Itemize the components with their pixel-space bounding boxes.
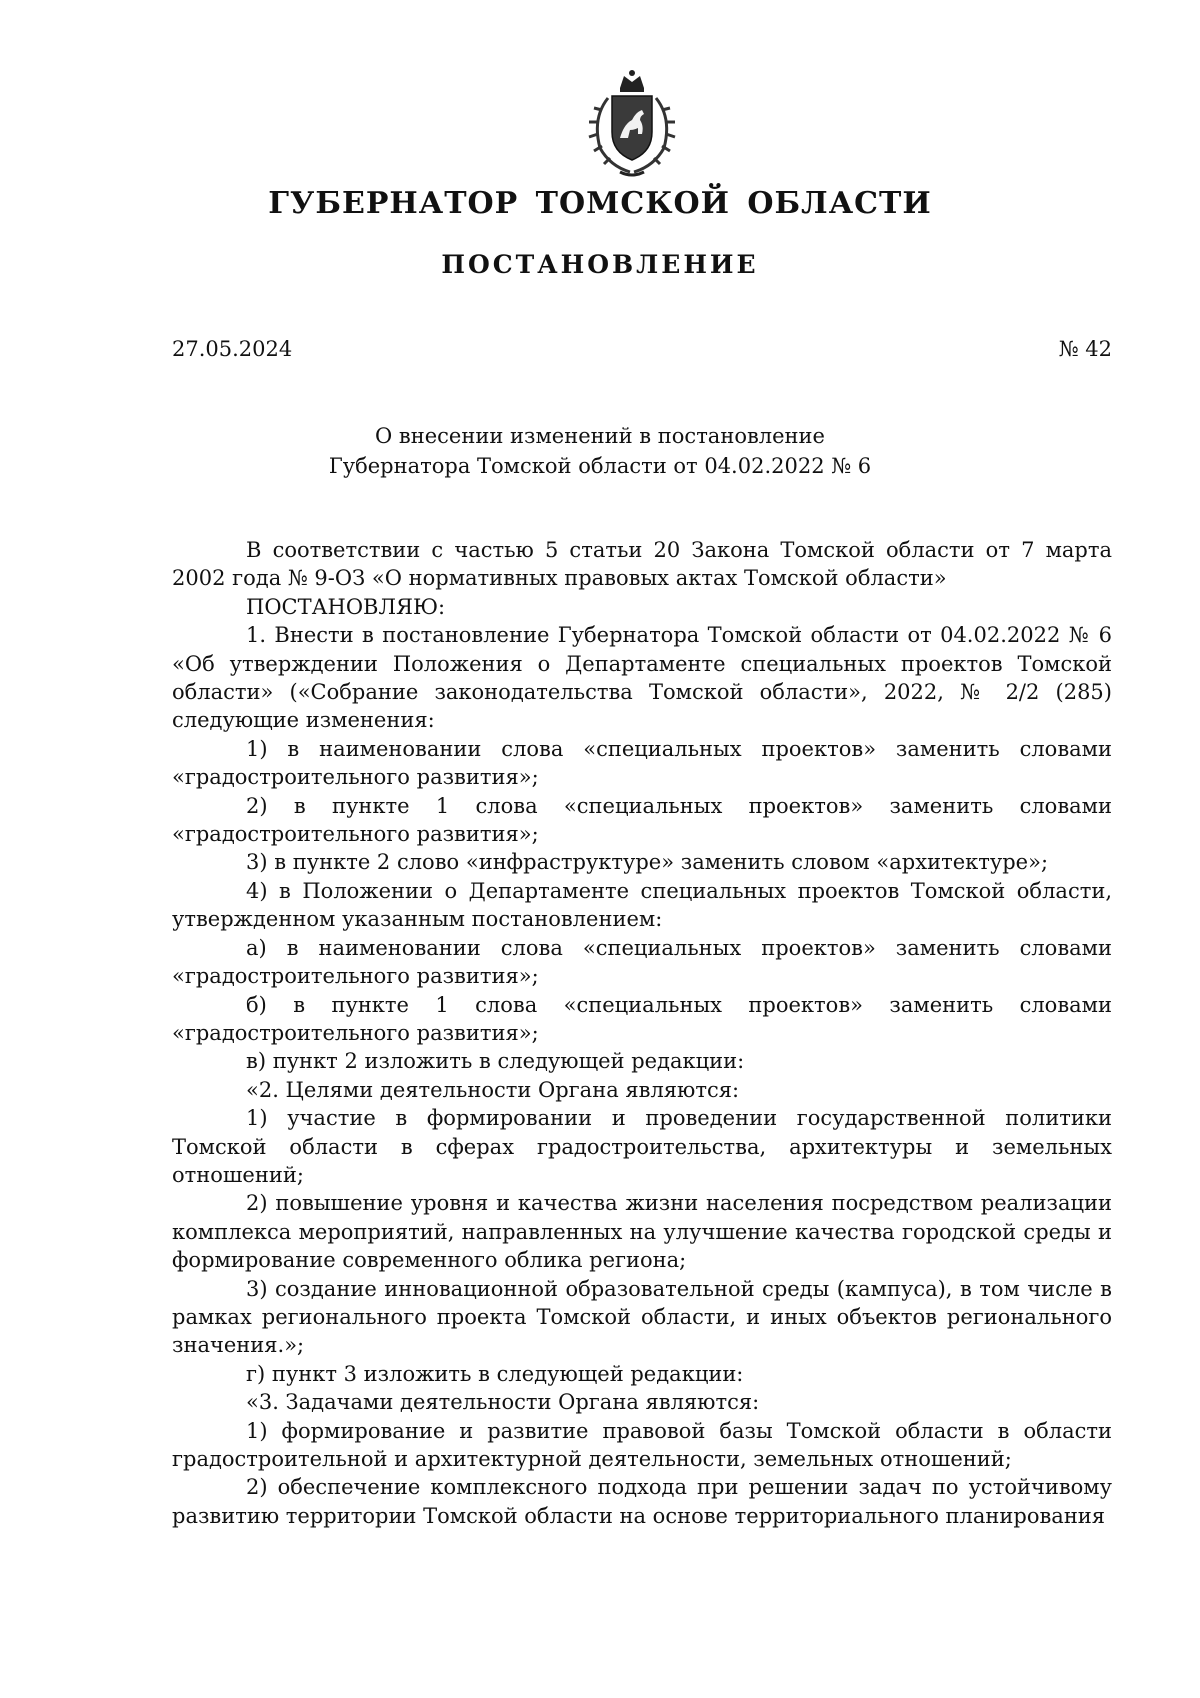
paragraph: в) пункт 2 изложить в следующей редакции: [246, 1049, 745, 1074]
paragraph: ПОСТАНОВЛЯЮ: [246, 594, 446, 619]
paragraph: 1) формирование и развитие правовой базы Томской области в области градостроительной и архитектурной деятельности, земельных отношений; [172, 1418, 1112, 1471]
document-date: 27.05.2024 [172, 337, 293, 361]
document-body [172, 536, 1112, 1530]
paragraph: 3) в пункте 2 слово «инфраструктуре» заменить словом «архитектуре»; [246, 850, 1049, 875]
paragraph: 2) в пункте 1 слова «специальных проектов» заменить словами «градостроительного развития»; [172, 793, 1112, 847]
paragraph: 1. Внести в постановление Губернатора Томской области от 04.02.2022 № 6 «Об утверждении Положения о Департаменте специальных проектов Томской области» («Собрание законодательства Томской области», 2022, № 2/2 (285) следующие изменения: [172, 623, 1112, 733]
subject-line: О внесении изменений в постановление [375, 424, 825, 448]
paragraph: 3) создание инновационной образовательной среды (кампуса), в том числе в рамках регионального проекта Томской области, и иных объектов регионального значения.»; [172, 1276, 1112, 1358]
document-type: ПОСТАНОВЛЕНИЕ [441, 250, 759, 279]
paragraph: а) в наименовании слова «специальных проектов» заменить словами «градостроительного развития»; [172, 935, 1112, 989]
coat-of-arms-icon [580, 68, 684, 180]
paragraph: «2. Целями деятельности Органа являются: [246, 1077, 740, 1102]
paragraph: 2) обеспечение комплексного подхода при решении задач по устойчивому развитию территории Томской области на основе территориального планирования [172, 1475, 1112, 1528]
document-number: № 42 [1058, 337, 1112, 361]
paragraph: б) в пункте 1 слова «специальных проектов» заменить словами «градостроительного развития»; [172, 992, 1112, 1045]
paragraph: «3. Задачами деятельности Органа являются: [246, 1390, 760, 1415]
paragraph: 1) в наименовании слова «специальных проектов» заменить словами «градостроительного развития»; [172, 736, 1112, 790]
paragraph: 1) участие в формировании и проведении государственной политики Томской области в сферах градостроительства, архитектуры и земельных отношений; [172, 1106, 1112, 1187]
document-subject [0, 421, 1200, 481]
paragraph: г) пункт 3 изложить в следующей редакции: [246, 1361, 744, 1386]
paragraph: 4) в Положении о Департаменте специальных проектов Томской области, утвержденном указанным постановлением: [172, 878, 1112, 932]
authority-title: ГУБЕРНАТОР ТОМСКОЙ ОБЛАСТИ [268, 186, 932, 221]
paragraph: 2) повышение уровня и качества жизни населения посредством реализации комплекса мероприятий, направленных на улучшение качества городской среды и формирование современного облика региона; [172, 1191, 1112, 1273]
subject-line: Губернатора Томской области от 04.02.2022 № 6 [328, 454, 872, 478]
paragraph: В соответствии с частью 5 статьи 20 Закона Томской области от 7 марта 2002 года № 9-ОЗ «О нормативных правовых актах Томской области» [172, 538, 1112, 591]
